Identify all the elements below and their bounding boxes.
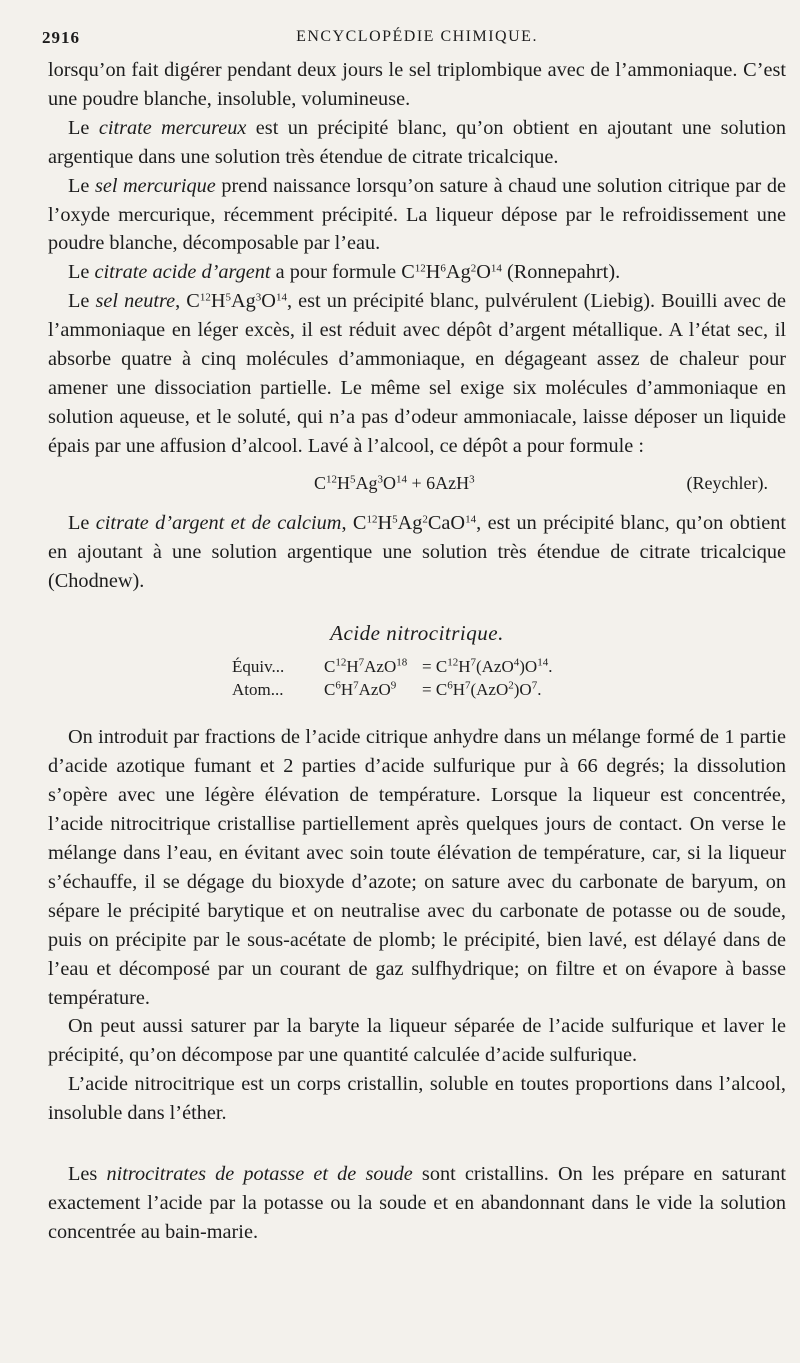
formula-part: Ag [355, 472, 378, 493]
formula [314, 473, 475, 494]
italic-term: sel neutre [95, 290, 176, 313]
text: , C [341, 511, 367, 534]
subscript-number: 5 [225, 291, 231, 304]
formula-part: H [210, 290, 226, 313]
spacer [48, 701, 786, 723]
subscript-number: 2 [422, 513, 428, 526]
text: a pour formule C [270, 261, 415, 284]
formula-part: AzO [364, 657, 397, 677]
paragraph-citrate-acide-argent [48, 258, 786, 287]
formula-part: H [346, 657, 359, 677]
paragraph-continuation: lorsqu’on fait digérer pendant deux jours le sel triplombique avec de l’ammoniaque. C’est une poudre blanche, insoluble, volumineuse. [48, 59, 786, 110]
formula-part: C [314, 472, 327, 493]
subscript-number: 3 [255, 291, 262, 304]
page-header [42, 28, 786, 56]
formula-part: = C [422, 680, 448, 700]
formula-part: AzO [358, 680, 391, 700]
formula-rhs [422, 657, 552, 676]
formula-part: . [537, 680, 542, 700]
formula-lhs [324, 678, 422, 701]
formula-lhs [324, 655, 422, 678]
subscript-number: 12 [199, 291, 211, 304]
subscript-number: 14 [396, 473, 408, 486]
formula-reference: (Reychler). [686, 472, 768, 493]
document-page [42, 28, 787, 1328]
subscript-number: 5 [350, 473, 356, 486]
italic-term: sel mercurique [94, 174, 216, 197]
text: sont cristallins. On les prépare en saturant exactement l’acide par la potasse ou la soude et en abandonnant dans le vide la solution concentrée au bain-marie. [48, 1163, 786, 1243]
running-title: ENCYCLOPÉDIE CHIMIQUE. [296, 28, 538, 45]
paragraph-nitrocitrates [48, 1160, 786, 1247]
subscript-number: 3 [469, 473, 475, 486]
formula-part: O [383, 472, 397, 493]
text: Le [68, 174, 95, 197]
equivalent-formula [232, 655, 786, 678]
formula-part: + 6AzH [407, 472, 470, 493]
subscript-number: 2 [508, 679, 514, 692]
formula-part: O [476, 261, 491, 284]
formula-display [48, 469, 786, 509]
formula-part: H [458, 657, 471, 677]
subscript-number: 14 [537, 656, 549, 669]
text: Le [68, 290, 96, 313]
text: , C [175, 290, 200, 313]
formula-part: H [452, 680, 465, 700]
paragraph-citrate-argent-calcium [48, 509, 786, 596]
subscript-number: 7 [470, 656, 476, 669]
text: , est un précipité blanc, qu’on obtient en ajoutant à une solution argentique une solution très étendue de citrate tricalcique (Chodnew). [48, 511, 786, 592]
text: Le [68, 116, 99, 139]
subscript-number: 5 [392, 513, 398, 526]
subscript-number: 12 [414, 262, 426, 275]
page-number: 2916 [42, 28, 80, 47]
text: Le [68, 261, 95, 284]
subscript-number: 9 [390, 679, 397, 692]
formula-part: CaO [427, 511, 466, 534]
subscript-number: 6 [335, 679, 341, 692]
text: prend naissance lorsqu’on sature à chaud une solution citrique par de l’oxyde mercurique, récemment précipité. La liqueur dépose par le refroidissement une poudre blanche, décomposable par l’eau. [48, 174, 786, 255]
subscript-number: 12 [335, 656, 347, 669]
formula-part: Ag [397, 511, 423, 534]
formula-label: Équiv... [232, 657, 285, 677]
formula-part: (AzO [475, 657, 514, 677]
text: , est un précipité blanc, pulvérulent (Liebig). Bouilli avec de l’ammoniaque en léger excès, il est réduit avec dépôt d’argent métallique. A l’état sec, il absorbe quatre à cinq molécules d’ammoniaque, en dégageant assez de chaleur pour amener une dissociation partielle. Le même sel exige six molécules d’ammoniaque en solution aqueuse, et le soluté, qui n’a pas d’odeur ammoniacale, laisse déposer un liquide épais par une affusion d’alcool. Lavé à l’alcool, ce dépôt a pour formule : [48, 290, 787, 457]
formula-part: O [261, 290, 276, 313]
atomic-formula [232, 678, 786, 701]
subscript-number: 6 [447, 679, 453, 692]
paragraph-preparation: On introduit par fractions de l’acide citrique anhydre dans un mélange formé de 1 partie d’acide azotique fumant et 2 parties d’acide sulfurique pur à 66 degrés; la dissolution s’opère avec une légère élévation de température. Lorsque la liqueur est concentrée, l’acide nitrocitrique cristallise partiellement après quelques jours de contact. On verse le mélange dans l’eau, en évitant avec soin toute élévation de température, car, si la liqueur s’échauffe, il se dégage du bioxyde d’azote; on sature avec du carbonate de baryum, on sépare le précipité barytique et on neutralise avec du carbonate de potasse ou de soude, puis on précipite par le sous-acétate de plomb; le précipité, bien lavé, est délayé dans de l’eau et décomposé par un courant de gaz sulfhydrique; on filtre et on évapore à basse température. [48, 726, 786, 1009]
subscript-number: 7 [353, 679, 359, 692]
subscript-number: 12 [447, 656, 459, 669]
subscript-number: 14 [490, 262, 502, 275]
section-title: Acide nitrocitrique. [330, 621, 504, 646]
subscript-number: 7 [358, 656, 365, 669]
italic-term: citrate mercureux [98, 116, 247, 139]
text: est un précipité blanc, qu’on obtient en ajoutant une solution argentique dans une solution très étendue de citrate tricalcique. [48, 116, 786, 168]
formula-part: H [377, 511, 393, 534]
paragraph-sel-neutre [48, 287, 786, 460]
subscript-number: 2 [470, 262, 477, 275]
formula-part: H [425, 261, 441, 284]
spacer [48, 1128, 786, 1160]
formula-part: . [548, 657, 553, 677]
formula-part: = C [422, 657, 448, 677]
paragraph-alternative: On peut aussi saturer par la baryte la liqueur séparée de l’acide sulfurique et laver le précipité, qu’on décompose par une quantité calculée d’acide sulfurique. [48, 1015, 786, 1067]
formula-part: )O [513, 680, 532, 700]
paragraph-sel-mercurique [48, 172, 786, 259]
formula-part: C [324, 680, 336, 700]
paragraph-properties: L’acide nitrocitrique est un corps cristallin, soluble en toutes proportions dans l’alcool, insoluble dans l’éther. [48, 1073, 786, 1125]
formula-part: Ag [445, 261, 471, 284]
formula-part: Ag [231, 290, 256, 313]
formula-part: H [340, 680, 354, 700]
paragraph-citrate-mercureux [48, 114, 786, 172]
subscript-number: 14 [275, 291, 287, 304]
italic-term: nitrocitrates de potasse et de soude [106, 1163, 413, 1186]
formula-label: Atom... [232, 680, 284, 700]
formula-rhs [422, 680, 541, 699]
text: Les [68, 1163, 107, 1186]
formula-part: C [324, 657, 336, 677]
subscript-number: 18 [396, 656, 408, 669]
text: (Ronnepahrt). [501, 261, 621, 284]
subscript-number: 4 [513, 656, 520, 669]
subscript-number: 7 [464, 679, 471, 692]
formula-part: )O [519, 657, 538, 677]
subscript-number: 3 [377, 473, 384, 486]
formula-part: (AzO [470, 680, 509, 700]
italic-term: citrate acide d’argent [94, 261, 271, 284]
formula-part: H [337, 472, 351, 493]
subscript-number: 12 [326, 473, 338, 486]
subscript-number: 7 [531, 679, 538, 692]
text: Le [68, 511, 96, 534]
subscript-number: 6 [440, 262, 446, 275]
italic-term: citrate d’argent et de calcium [95, 511, 342, 534]
subscript-number: 12 [366, 513, 378, 526]
subscript-number: 14 [465, 513, 477, 526]
